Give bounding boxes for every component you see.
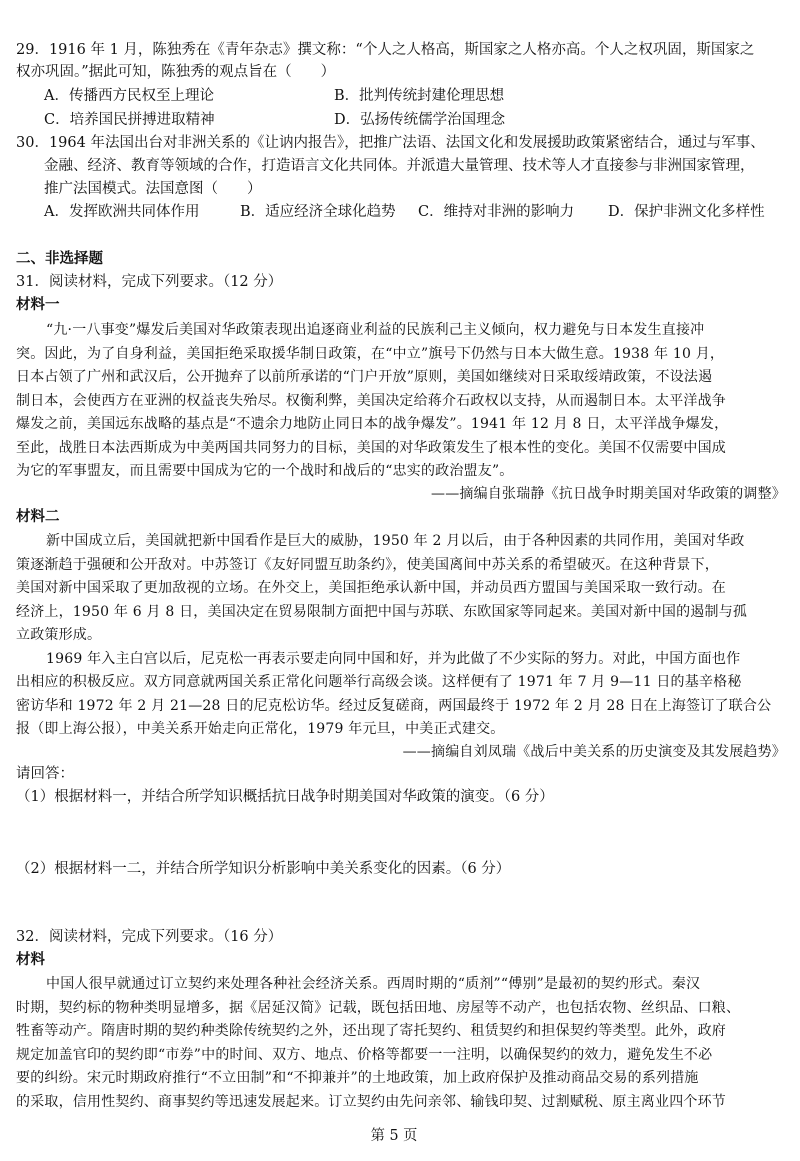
q31-m2-line: 报（即上海公报），中美关系开始走向正常化，1979 年元旦，中美正式建交。 xyxy=(16,721,505,737)
q31-m2-line: 立政策形成。 xyxy=(16,627,102,643)
q32-line: 时期，契约标的物种类明显增多，据《居延汉简》记载，既包括田地、房屋等不动产，也包括农物、丝织品、口粮、 xyxy=(16,1000,741,1016)
q31-question2: （2）根据材料一二，并结合所学知识分析影响中美关系变化的因素。（6 分） xyxy=(16,861,511,877)
q29-option-b[interactable]: B．批判传统封建伦理思想 xyxy=(334,88,505,104)
q31-m1-line: “九·一八事变”爆发后美国对华政策表现出追逐商业利益的民族利己主义倾向，权力避免与日本发生直接冲 xyxy=(46,322,705,338)
q31-m2-line: 经济上，1950 年 6 月 8 日，美国决定在贸易限制方面把中国与苏联、东欧国家等同起来。美国对新中国的遏制与孤 xyxy=(16,604,748,620)
section-title: 二、非选择题 xyxy=(16,250,103,267)
q31-m2-line: 新中国成立后，美国就把新中国看作是巨大的威胁，1950 年 2 月以后，由于各种因素的共同作用，美国对华政 xyxy=(46,533,745,549)
q29-option-a[interactable]: A．传播西方民权至上理论 xyxy=(44,88,214,104)
q31-stem: 31．阅读材料，完成下列要求。（12 分） xyxy=(16,274,283,290)
q31-m2-line: 1969 年入主白宫以后，尼克松一再表示要走向同中国和好，并为此做了不少实际的努力。对此，中国方面也作 xyxy=(46,651,741,667)
q31-m1-line: 突。因此，为了自身利益，美国拒绝采取援华制日政策，在“中立”旗号下仍然与日本大做生意。1938 年 10 月， xyxy=(16,346,725,362)
q30-option-b[interactable]: B．适应经济全球化趋势 xyxy=(240,204,396,220)
page-number: 第 5 页 xyxy=(370,1128,418,1144)
q30-line1: 30．1964 年法国出台对非洲关系的《让讷内报告》，把推广法语、法国文化和发展援助政策紧密结合，通过与军事、 xyxy=(16,135,765,151)
q32-line: 要的纠纷。宋元时期政府推行“不立田制”和“不抑兼并”的土地政策，加上政府保护及推动商品交易的系列措施 xyxy=(16,1070,699,1086)
q32-stem: 32．阅读材料，完成下列要求。（16 分） xyxy=(16,929,283,945)
q30-option-d[interactable]: D．保护非洲文化多样性 xyxy=(608,204,765,220)
q31-material1-label: 材料一 xyxy=(16,296,60,313)
q29-line2: 权亦巩固。”据此可知，陈独秀的观点旨在（ ） xyxy=(16,64,336,80)
q31-ask: 请回答： xyxy=(16,766,74,782)
q29-option-d[interactable]: D．弘扬传统儒学治国理念 xyxy=(334,112,506,128)
q30-line3: 推广法国模式。法国意图（ ） xyxy=(44,181,262,197)
q31-m1-source: ——摘编自张瑞静《抗日战争时期美国对华政策的调整》 xyxy=(431,486,786,502)
q31-m2-line: 密访华和 1972 年 2 月 21—28 日的尼克松访华。经过反复磋商，两国最终于 1972 年 2 月 28 日在上海签订了联合公 xyxy=(16,698,772,714)
q32-material-label: 材料 xyxy=(16,951,45,968)
q31-m1-line: 日本占领了广州和武汉后，公开抛弃了以前所承诺的“门户开放”原则，美国如继续对日采取绥靖政策，不设法遏 xyxy=(16,369,713,385)
q31-m2-line: 美国对新中国采取了更加敌视的立场。在外交上，美国拒绝承认新中国，并动员西方盟国与美国采取一致行动。在 xyxy=(16,580,726,596)
q30-option-c[interactable]: C．维持对非洲的影响力 xyxy=(418,204,575,220)
q29-line1: 29．1916 年 1 月，陈独秀在《青年杂志》撰文称：“个人之人格高，斯国家之人格亦高。个人之权巩固，斯国家之 xyxy=(16,42,755,58)
q31-question1: （1）根据材料一，并结合所学知识概括抗日战争时期美国对华政策的演变。（6 分） xyxy=(16,789,554,805)
q31-m2-line: 出相应的积极反应。双方同意就两国关系正常化问题举行高级会谈。这样便有了 1971 年 7 月 9—11 日的基辛格秘 xyxy=(16,674,742,690)
q31-m1-line: 为它的军事盟友，而且需要中国成为它的一个战时和战后的“忠实的政治盟友”。 xyxy=(16,463,514,479)
q31-m1-line: 制日本，会使西方在亚洲的权益丧失殆尽。权衡利弊，美国决定给蒋介石政权以支持，从而遏制日本。太平洋战争 xyxy=(16,393,726,409)
q32-line: 中国人很早就通过订立契约来处理各种社会经济关系。西周时期的“质剂”“傅别”是最初的契约形式。秦汉 xyxy=(46,976,701,992)
q31-m1-line: 至此，战胜日本法西斯成为中美两国共同努力的目标，美国的对华政策发生了根本性的变化。美国不仅需要中国成 xyxy=(16,440,726,456)
q31-m1-line: 爆发之前，美国远东战略的基点是“不遗余力地防止同日本的战争爆发”。1941 年 12 月 8 日，太平洋战争爆发， xyxy=(16,416,729,432)
q29-option-c[interactable]: C．培养国民拼搏进取精神 xyxy=(44,112,215,128)
q31-material2-label: 材料二 xyxy=(16,508,60,525)
q32-line: 牲畜等动产。隋唐时期的契约种类除传统契约之外，还出现了寄托契约、租赁契约和担保契约等类型。此外，政府 xyxy=(16,1023,726,1039)
q30-option-a[interactable]: A．发挥欧洲共同体作用 xyxy=(44,204,200,220)
q31-m2-line: 策逐渐趋于强硬和公开敌对。中苏签订《友好同盟互助条约》，使美国离间中苏关系的希望破灭。在这种背景下， xyxy=(16,557,719,573)
q31-m2-source: ——摘编自刘凤瑞《战后中美关系的历史演变及其发展趋势》 xyxy=(402,744,786,760)
q30-line2: 金融、经济、教育等领域的合作，打造语言文化共同体。并派遣大量管理、技术等人才直接参与非洲国家管理， xyxy=(44,158,755,174)
q32-line: 规定加盖官印的契约即“市券”中的时间、双方、地点、价格等都要一一注明，以确保契约的效力，避免发生不必 xyxy=(16,1047,713,1063)
q32-line: 的采取，信用性契约、商事契约等迅速发展起来。订立契约由先问亲邻、输钱印契、过割赋税、原主离业四个环节 xyxy=(16,1094,726,1110)
